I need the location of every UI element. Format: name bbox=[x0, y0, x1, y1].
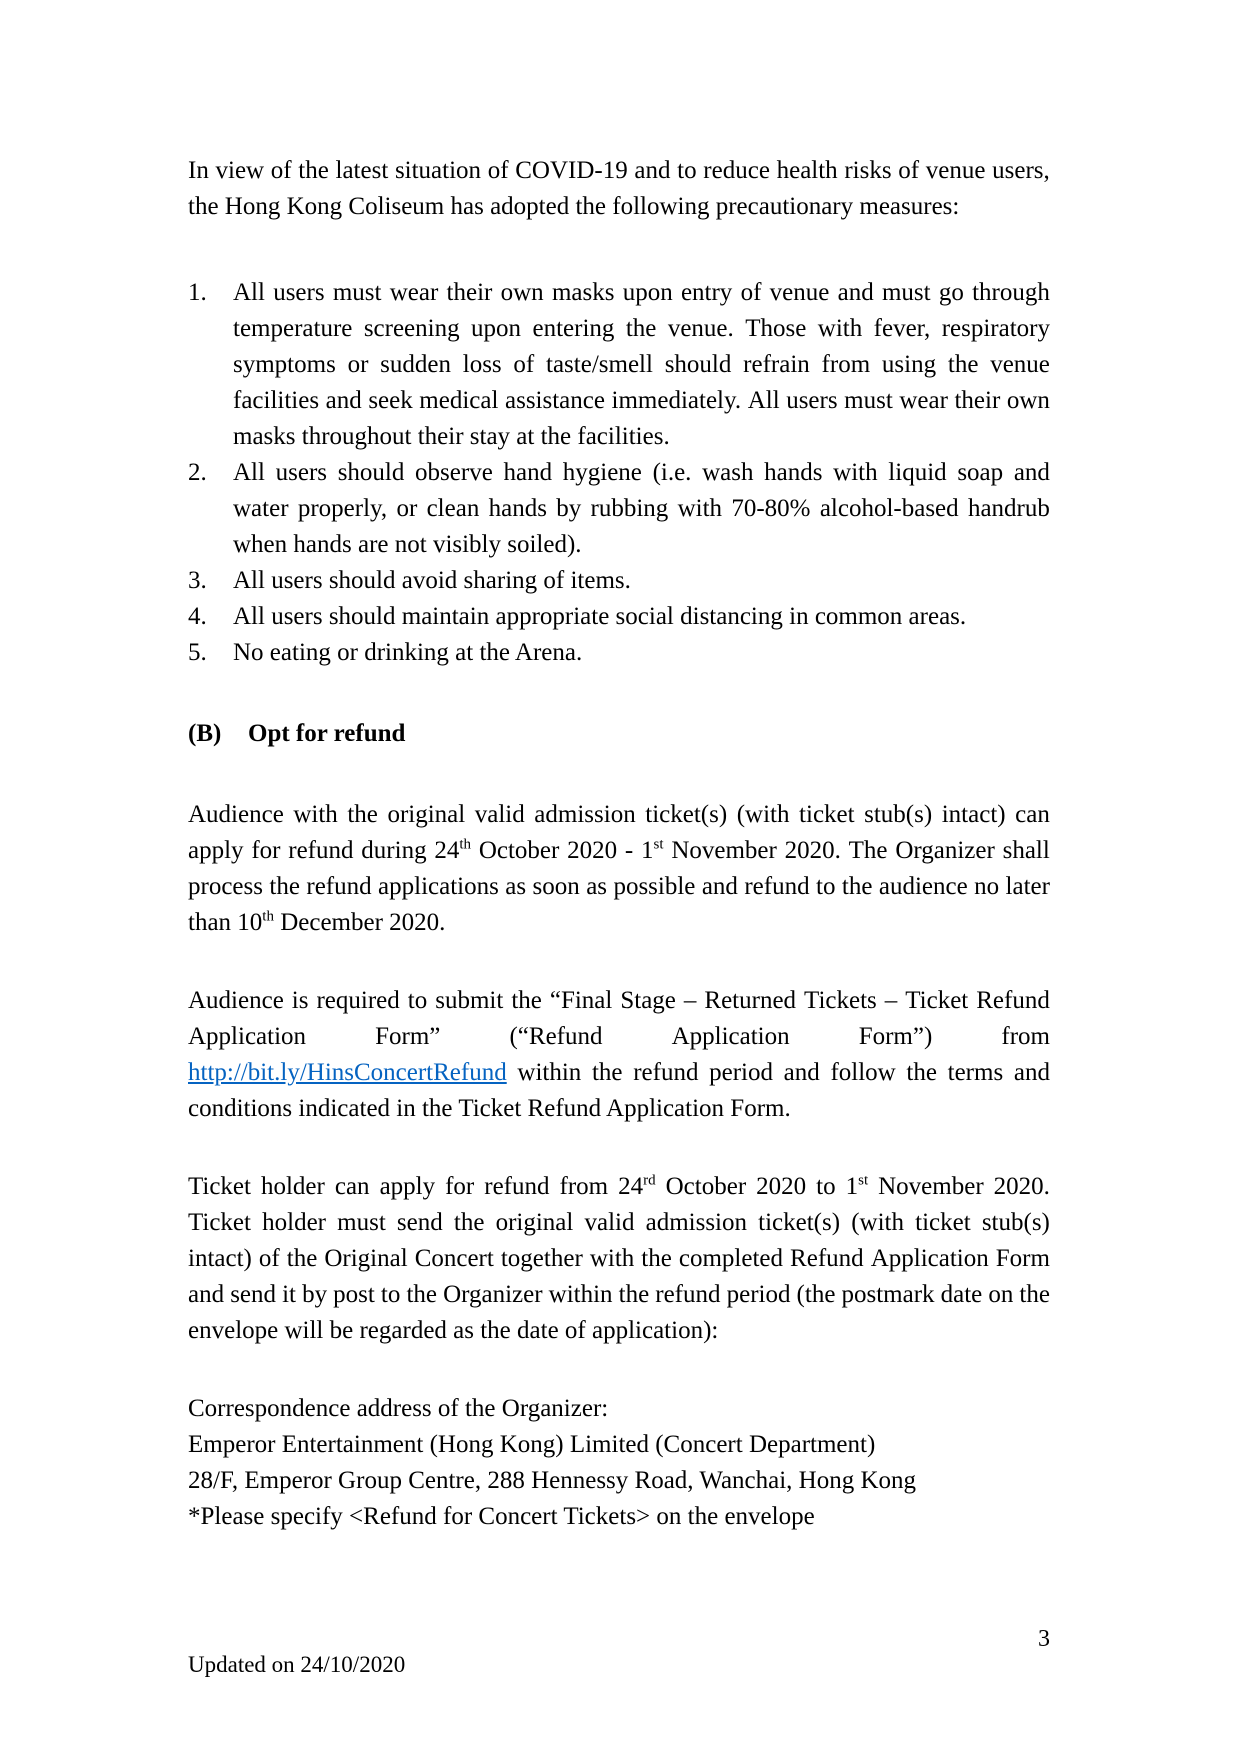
text-segment: 2020. bbox=[993, 1173, 1050, 1200]
text-segment: 2020 bbox=[567, 837, 618, 864]
text-segment: handrub bbox=[967, 495, 1050, 522]
text-segment: medical bbox=[419, 387, 499, 414]
text-segment: original bbox=[495, 1209, 574, 1236]
text-segment: venue. bbox=[667, 315, 734, 342]
text-segment: All bbox=[233, 279, 265, 306]
text-segment: Organizer bbox=[443, 1281, 543, 1308]
text-segment: venue bbox=[769, 279, 830, 306]
text-line bbox=[188, 1277, 1050, 1313]
list-item-text bbox=[233, 455, 1050, 563]
text-line: All users should maintain appropriate social distancing in common areas. bbox=[233, 603, 967, 630]
text-segment: by bbox=[556, 495, 582, 522]
text-segment: (i.e. bbox=[652, 459, 692, 486]
text-segment: with bbox=[589, 1245, 635, 1272]
text-segment: apply bbox=[379, 1173, 436, 1200]
text-line bbox=[188, 833, 1050, 869]
text-segment: (with bbox=[851, 1209, 904, 1236]
text-segment: must bbox=[881, 279, 931, 306]
text-segment: entering bbox=[532, 315, 615, 342]
text-line: masks throughout their stay at the facilities. bbox=[233, 423, 670, 450]
text-segment: and bbox=[783, 1059, 820, 1086]
text-segment: process bbox=[188, 873, 263, 900]
text-segment: the bbox=[641, 1245, 672, 1272]
section-b-heading bbox=[188, 716, 1050, 752]
text-segment: intact) bbox=[941, 801, 1006, 828]
text-line: conditions indicated in the Ticket Refund Application Form. bbox=[188, 1095, 791, 1122]
text-segment bbox=[188, 1055, 507, 1091]
ordinal-superscript: th bbox=[459, 836, 472, 853]
text-segment: to bbox=[407, 987, 428, 1014]
text-segment: stub(s) bbox=[981, 1209, 1050, 1236]
text-segment: – bbox=[884, 987, 898, 1014]
text-segment: 70-80% bbox=[731, 495, 811, 522]
text-segment: the bbox=[625, 315, 657, 342]
text-line: No eating or drinking at the Arena. bbox=[233, 639, 583, 666]
text-segment: must bbox=[844, 387, 893, 414]
text-segment: 2020 bbox=[756, 1173, 807, 1200]
text-line bbox=[188, 1019, 1050, 1055]
text-segment: within bbox=[517, 1059, 582, 1086]
text-segment: own bbox=[1006, 387, 1050, 414]
text-segment: users bbox=[275, 459, 328, 486]
list-item bbox=[188, 563, 1050, 599]
text-segment: the bbox=[453, 1209, 485, 1236]
text-segment: Application bbox=[870, 1245, 989, 1272]
text-segment: submit bbox=[435, 987, 504, 1014]
text-line: Correspondence address of the Organizer: bbox=[188, 1395, 609, 1422]
list-item-text bbox=[233, 275, 1050, 455]
text-segment: wear bbox=[389, 279, 439, 306]
text-segment: shall bbox=[1002, 837, 1050, 864]
text-segment: users bbox=[786, 387, 838, 414]
intro-paragraph bbox=[188, 153, 1050, 225]
text-line: when hands are not visibly soiled). bbox=[233, 531, 582, 558]
text-segment: water bbox=[233, 495, 289, 522]
text-segment: refrain bbox=[743, 351, 810, 378]
page-number: 3 bbox=[1038, 1626, 1050, 1652]
text-segment: hands bbox=[764, 459, 823, 486]
text-segment: using bbox=[881, 351, 937, 378]
text-segment: All bbox=[747, 387, 780, 414]
text-segment: the bbox=[1019, 1281, 1050, 1308]
refund-form-link[interactable]: http://bit.ly/HinsConcertRefund bbox=[188, 1059, 507, 1086]
text-line bbox=[188, 983, 1050, 1019]
text-segment: to bbox=[380, 1281, 401, 1308]
list-item bbox=[188, 455, 1050, 563]
text-segment: with bbox=[817, 315, 863, 342]
text-segment: properly, bbox=[297, 495, 388, 522]
text-segment: October bbox=[478, 837, 560, 864]
text-line bbox=[233, 383, 1050, 419]
list-item-number: 2. bbox=[188, 459, 207, 486]
text-segment: ticket bbox=[915, 1209, 971, 1236]
text-segment: 2020. bbox=[784, 837, 841, 864]
text-segment: refund bbox=[744, 873, 810, 900]
text-line bbox=[188, 869, 1050, 905]
text-segment: Audience bbox=[188, 987, 284, 1014]
section-label: (B) bbox=[188, 720, 222, 747]
text-segment: entry bbox=[680, 279, 733, 306]
text-segment: observe bbox=[415, 459, 493, 486]
text-segment: soon bbox=[532, 873, 580, 900]
text-segment: Form bbox=[995, 1245, 1050, 1272]
text-segment: Ticket bbox=[188, 1209, 251, 1236]
text-segment: (“Refund bbox=[509, 1023, 603, 1050]
text-segment: screening bbox=[363, 315, 460, 342]
text-segment: refund bbox=[484, 1173, 550, 1200]
text-segment: the bbox=[906, 1059, 937, 1086]
list-item-text bbox=[233, 599, 1050, 635]
text-segment: no bbox=[974, 873, 1000, 900]
text-segment: the bbox=[841, 873, 873, 900]
text-segment: Organizer bbox=[895, 837, 995, 864]
text-segment: can bbox=[1015, 801, 1050, 828]
text-line: the Hong Kong Coliseum has adopted the following precautionary measures: bbox=[188, 193, 960, 220]
text-segment: Refund bbox=[976, 987, 1050, 1014]
section-title: Opt for refund bbox=[248, 720, 406, 747]
text-segment: the bbox=[347, 801, 378, 828]
text-segment: clean bbox=[426, 495, 480, 522]
text-segment: to bbox=[677, 157, 697, 184]
text-line bbox=[188, 1205, 1050, 1241]
text-segment: hygiene bbox=[562, 459, 642, 486]
text-line bbox=[233, 455, 1050, 491]
text-segment: November bbox=[878, 1173, 984, 1200]
text-segment: liquid bbox=[888, 459, 947, 486]
text-segment: assistance bbox=[505, 387, 605, 414]
text-segment: Ticket bbox=[905, 987, 969, 1014]
text-segment: within bbox=[548, 1281, 613, 1308]
text-line bbox=[188, 797, 1050, 833]
text-segment: can bbox=[334, 1173, 370, 1200]
text-segment: Tickets bbox=[804, 987, 877, 1014]
application-form-paragraph bbox=[188, 983, 1050, 1127]
text-line: All users should avoid sharing of items. bbox=[233, 567, 631, 594]
text-segment: holder bbox=[260, 1173, 325, 1200]
ticket-holder-paragraph bbox=[188, 1169, 1050, 1349]
text-segment: Refund bbox=[790, 1245, 864, 1272]
text-segment: completed bbox=[678, 1245, 784, 1272]
text-segment: of bbox=[487, 157, 509, 184]
list-item bbox=[188, 635, 1050, 671]
text-segment: admission bbox=[534, 801, 636, 828]
text-segment: immediately. bbox=[611, 387, 742, 414]
text-segment: Original bbox=[324, 1245, 408, 1272]
list-item-number: 4. bbox=[188, 603, 207, 630]
text-line: than 10th December 2020. bbox=[188, 908, 446, 936]
text-segment: for bbox=[251, 837, 281, 864]
text-line bbox=[188, 1241, 1050, 1277]
text-segment: their bbox=[446, 279, 493, 306]
text-segment: to bbox=[816, 873, 836, 900]
text-segment: ticket bbox=[799, 801, 855, 828]
text-segment: - bbox=[624, 837, 634, 864]
text-segment: rubbing bbox=[590, 495, 669, 522]
text-segment: ticket(s) bbox=[758, 1209, 841, 1236]
text-segment: upon bbox=[622, 279, 673, 306]
text-segment: send bbox=[396, 1209, 443, 1236]
text-segment: original bbox=[387, 801, 466, 828]
text-line: envelope will be regarded as the date of application): bbox=[188, 1317, 719, 1344]
text-segment: wash bbox=[702, 459, 754, 486]
text-segment: refund bbox=[288, 837, 354, 864]
text-segment: soap bbox=[957, 459, 1004, 486]
text-line bbox=[233, 491, 1050, 527]
list-item-text bbox=[233, 563, 1050, 599]
text-segment: from bbox=[1001, 1023, 1050, 1050]
text-segment: date bbox=[940, 1281, 983, 1308]
text-segment: their bbox=[954, 387, 1001, 414]
text-segment: own bbox=[500, 279, 544, 306]
text-segment: as bbox=[505, 873, 527, 900]
text-segment: “Final bbox=[549, 987, 613, 1014]
text-segment: intact) bbox=[188, 1245, 252, 1272]
text-segment: health bbox=[776, 157, 838, 184]
text-segment: of bbox=[270, 157, 292, 184]
text-segment: refund bbox=[633, 1059, 699, 1086]
list-item-number: 1. bbox=[188, 279, 207, 306]
text-segment: or bbox=[347, 351, 369, 378]
text-segment: the bbox=[511, 987, 542, 1014]
text-segment: applications bbox=[378, 873, 499, 900]
text-segment: Returned bbox=[704, 987, 797, 1014]
text-segment: go bbox=[938, 279, 964, 306]
text-segment: should bbox=[337, 459, 405, 486]
text-segment: 24rd bbox=[618, 1172, 656, 1200]
text-segment: hand bbox=[503, 459, 553, 486]
text-segment: together bbox=[500, 1245, 583, 1272]
text-segment: must bbox=[332, 279, 382, 306]
text-segment: view bbox=[215, 157, 265, 184]
text-segment: 1st bbox=[641, 836, 664, 864]
text-segment: valid bbox=[584, 1209, 635, 1236]
organizer-address-block bbox=[188, 1391, 1050, 1535]
text-segment: with bbox=[677, 495, 723, 522]
text-segment: of bbox=[513, 351, 535, 378]
text-segment: and bbox=[188, 1281, 225, 1308]
text-segment: of bbox=[258, 1245, 280, 1272]
refund-period-paragraph bbox=[188, 797, 1050, 941]
text-segment: holder bbox=[262, 1209, 326, 1236]
text-segment: Application bbox=[188, 1023, 307, 1050]
text-segment: refund bbox=[306, 873, 372, 900]
text-segment: post bbox=[333, 1281, 375, 1308]
text-segment: Those bbox=[745, 315, 807, 342]
text-line: *Please specify <Refund for Concert Tickets> on the envelope bbox=[188, 1503, 815, 1530]
text-segment: (the bbox=[796, 1281, 836, 1308]
text-segment: is bbox=[291, 987, 309, 1014]
text-segment: hands bbox=[488, 495, 547, 522]
text-segment: Application bbox=[671, 1023, 790, 1050]
text-segment: the bbox=[406, 1281, 437, 1308]
text-segment: temperature bbox=[233, 315, 353, 342]
text-segment: it bbox=[282, 1281, 296, 1308]
text-segment: fever, bbox=[873, 315, 931, 342]
text-line bbox=[188, 1055, 1050, 1091]
text-segment: audience bbox=[878, 873, 968, 900]
text-segment: the bbox=[618, 1281, 650, 1308]
text-segment: reduce bbox=[703, 157, 770, 184]
text-segment: Ticket bbox=[188, 1173, 251, 1200]
text-segment: to bbox=[816, 1173, 836, 1200]
text-segment: from bbox=[559, 1173, 609, 1200]
text-segment: respiratory bbox=[941, 315, 1050, 342]
list-item bbox=[188, 275, 1050, 455]
text-segment: All bbox=[233, 459, 265, 486]
ordinal-superscript: rd bbox=[643, 1172, 656, 1189]
text-segment: 1st bbox=[845, 1172, 869, 1200]
text-segment: 24th bbox=[434, 836, 472, 864]
text-segment: sudden bbox=[380, 351, 451, 378]
text-segment: alcohol-based bbox=[819, 495, 959, 522]
text-segment: for bbox=[445, 1173, 475, 1200]
text-segment: COVID-19 bbox=[515, 157, 628, 184]
text-segment: and bbox=[837, 279, 874, 306]
text-segment: apply bbox=[188, 837, 244, 864]
text-segment: and bbox=[1013, 459, 1050, 486]
text-segment: and bbox=[1013, 1059, 1050, 1086]
text-segment: October bbox=[665, 1173, 747, 1200]
text-segment: postmark bbox=[841, 1281, 935, 1308]
text-segment: the bbox=[286, 1245, 318, 1272]
text-segment: The bbox=[848, 837, 888, 864]
text-segment: or bbox=[396, 495, 418, 522]
text-segment: venue bbox=[990, 351, 1050, 378]
text-segment: latest bbox=[335, 157, 389, 184]
text-segment: wear bbox=[899, 387, 948, 414]
text-segment: the bbox=[947, 351, 979, 378]
text-segment: of bbox=[740, 279, 762, 306]
text-line: 28/F, Emperor Group Centre, 288 Hennessy Road, Wanchai, Hong Kong bbox=[188, 1467, 917, 1494]
text-segment: and bbox=[701, 873, 738, 900]
text-segment: must bbox=[337, 1209, 386, 1236]
text-segment: In bbox=[188, 157, 209, 184]
text-line bbox=[233, 347, 1050, 383]
text-segment: valid bbox=[474, 801, 525, 828]
text-segment: on bbox=[988, 1281, 1014, 1308]
text-line: Emperor Entertainment (Hong Kong) Limited (Concert Department) bbox=[188, 1431, 876, 1458]
text-segment: stub(s) bbox=[864, 801, 933, 828]
text-segment: taste/smell bbox=[546, 351, 653, 378]
text-segment: with bbox=[293, 801, 338, 828]
text-segment: facilities bbox=[233, 387, 320, 414]
ordinal-superscript: st bbox=[653, 836, 664, 853]
text-segment: the bbox=[591, 1059, 623, 1086]
text-segment: (with bbox=[736, 801, 790, 828]
text-segment: Form”) bbox=[858, 1023, 933, 1050]
text-segment: and bbox=[325, 387, 362, 414]
text-segment: Stage bbox=[620, 987, 676, 1014]
text-segment: upon bbox=[471, 315, 522, 342]
text-segment: symptoms bbox=[233, 351, 336, 378]
ordinal-superscript: th bbox=[262, 908, 274, 925]
text-segment: period bbox=[709, 1059, 773, 1086]
text-segment: possible bbox=[613, 873, 696, 900]
precautions-list bbox=[188, 275, 1050, 671]
text-segment: period bbox=[726, 1281, 791, 1308]
text-segment: later bbox=[1005, 873, 1050, 900]
text-segment: Audience bbox=[188, 801, 284, 828]
text-segment: loss bbox=[462, 351, 502, 378]
text-segment: – bbox=[683, 987, 697, 1014]
text-segment: the bbox=[298, 157, 329, 184]
text-segment: November bbox=[671, 837, 777, 864]
text-segment: users, bbox=[992, 157, 1050, 184]
text-segment: terms bbox=[947, 1059, 1004, 1086]
text-segment: send bbox=[230, 1281, 277, 1308]
text-line bbox=[233, 275, 1050, 311]
text-segment: Form” bbox=[375, 1023, 441, 1050]
text-segment: masks bbox=[551, 279, 615, 306]
text-segment: by bbox=[302, 1281, 328, 1308]
text-segment: follow bbox=[830, 1059, 896, 1086]
text-segment: ticket(s) bbox=[645, 801, 728, 828]
text-line bbox=[188, 1169, 1050, 1205]
text-segment: from bbox=[821, 351, 871, 378]
list-item-number: 5. bbox=[188, 639, 207, 666]
text-segment: situation bbox=[394, 157, 482, 184]
text-segment: Concert bbox=[414, 1245, 494, 1272]
list-item-text bbox=[233, 635, 1050, 671]
text-segment: risks bbox=[844, 157, 892, 184]
text-segment: required bbox=[316, 987, 400, 1014]
text-segment: and bbox=[634, 157, 671, 184]
list-item-number: 3. bbox=[188, 567, 207, 594]
text-line bbox=[188, 153, 1050, 189]
list-item bbox=[188, 599, 1050, 635]
text-segment: venue bbox=[925, 157, 986, 184]
text-segment: during bbox=[361, 837, 427, 864]
text-line bbox=[233, 311, 1050, 347]
text-segment: the bbox=[269, 873, 300, 900]
text-segment: seek bbox=[368, 387, 413, 414]
document-content bbox=[188, 153, 1050, 1535]
text-segment: should bbox=[664, 351, 732, 378]
updated-date: Updated on 24/10/2020 bbox=[188, 1652, 406, 1677]
text-segment: with bbox=[833, 459, 878, 486]
text-segment: admission bbox=[645, 1209, 748, 1236]
ordinal-superscript: st bbox=[858, 1172, 869, 1189]
text-segment: as bbox=[586, 873, 608, 900]
text-segment: refund bbox=[655, 1281, 721, 1308]
text-segment: of bbox=[898, 157, 920, 184]
text-segment: through bbox=[972, 279, 1050, 306]
text-segment: users bbox=[273, 279, 325, 306]
